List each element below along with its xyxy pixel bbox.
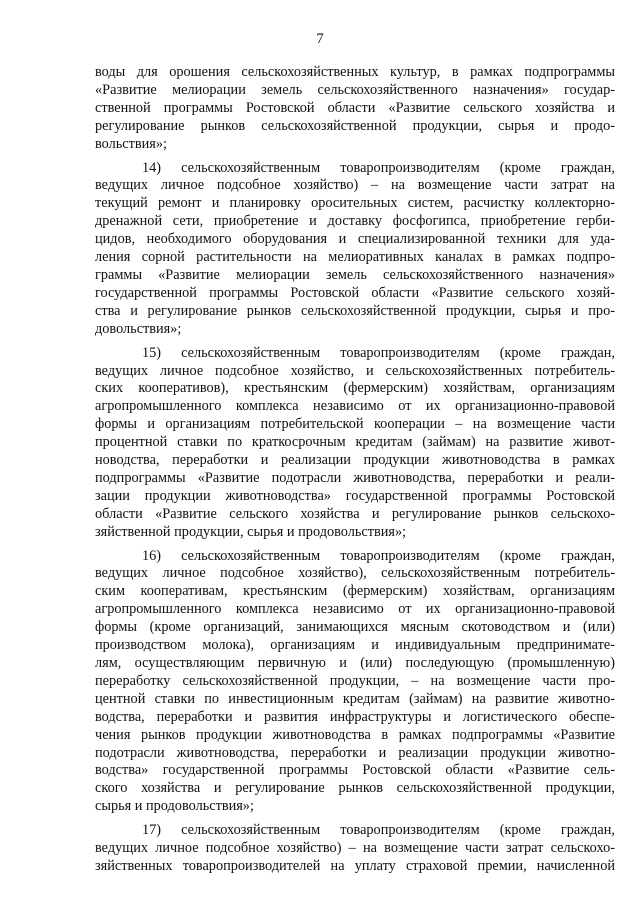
paragraph-p-17	[95, 822, 615, 876]
text-line: 14) сельскохозяйственным товаропроизводителям (кроме граждан,	[142, 159, 615, 176]
paragraph-p-16	[95, 548, 615, 817]
text-line: воды для орошения сельскохозяйственных культур, в рамках подпрограммы	[95, 64, 615, 80]
text-line: водства» государственной программы Ростовской области «Развитие сель-	[95, 762, 615, 779]
text-line: ления сорной растительности на мелиоративных каналах в рамках подпро-	[95, 249, 615, 266]
text-line: процентной ставки по краткосрочным кредитам (займам) на развитие живот-	[95, 434, 615, 451]
text-line: 15) сельскохозяйственным товаропроизводителям (кроме граждан,	[142, 344, 615, 361]
text-line: чения рынков продукции животноводства в рамках подпрограммы «Развитие	[95, 726, 615, 743]
text-line: граммы «Развитие мелиорации земель сельскохозяйственного назначения»	[95, 266, 615, 283]
text-line: регулирование рынков сельскохозяйственной продукции, сырья и продо-	[95, 117, 615, 134]
text-line: ского хозяйства и регулирование рынков сельскохозяйственной продукции,	[95, 780, 615, 797]
text-line: ских кооперативов), крестьянским (фермерским) хозяйствам, организациям	[95, 380, 615, 397]
text-line: ведущих личное подсобное хозяйство), сельскохозяйственным потребитель-	[95, 565, 615, 582]
text-line: довольствия»;	[95, 320, 182, 337]
text-line: зации продукции животноводства» государственной программы Ростовской	[95, 487, 615, 504]
text-line: 16) сельскохозяйственным товаропроизводителям (кроме граждан,	[142, 547, 615, 564]
text-line: подотрасли животноводства, переработки и реализации продукции животно-	[95, 744, 615, 761]
text-line: подпрограммы «Развитие подотрасли животноводства, переработки и реали-	[95, 469, 615, 486]
document-body	[95, 64, 615, 876]
text-line: текущий ремонт и планировку оросительных систем, расчистку коллекторно-	[95, 195, 615, 212]
text-line: ведущих личное подсобное хозяйство) – на возмещение части затрат сельскохо-	[95, 840, 615, 857]
text-line: зяйственных товаропроизводителей на уплату страховой премии, начисленной	[95, 857, 615, 874]
text-line: области «Развитие сельского хозяйства и регулирование рынков сельскохо-	[95, 505, 615, 522]
paragraph-p-14	[95, 160, 615, 339]
text-line: вольствия»;	[95, 135, 167, 152]
text-line: сырья и продовольствия»;	[95, 798, 254, 815]
text-line: дренажной сети, приобретение и доставку фосфогипса, приобретение герби-	[95, 213, 615, 230]
text-line: формы и организациям потребительской кооперации – на возмещение части	[95, 416, 615, 433]
text-line: производством молока), организациям и индивидуальным предпринимате-	[95, 637, 615, 654]
text-line: формы (кроме организаций, занимающихся мясным скотоводством и (или)	[95, 619, 615, 636]
text-line: лям, осуществляющим первичную и (или) последующую (промышленную)	[95, 655, 615, 671]
text-line: агропромышленного комплекса независимо от их организационно-правовой	[95, 601, 615, 618]
text-line: ведущих личное подсобное хозяйство, и сельскохозяйственных потребитель-	[95, 362, 615, 379]
paragraph-p-continuation	[95, 64, 615, 154]
text-line: ведущих личное подсобное хозяйство) – на возмещение части затрат на	[95, 177, 615, 194]
text-line: государственной программы Ростовской области «Развитие сельского хозяй-	[95, 284, 615, 301]
text-line: переработку сельскохозяйственной продукции, – на возмещение части про-	[95, 672, 615, 689]
paragraph-p-15	[95, 345, 615, 542]
text-line: ственной программы Ростовской области «Развитие сельского хозяйства и	[95, 99, 615, 116]
text-line: центной ставки по инвестиционным кредитам (займам) на развитие животно-	[95, 690, 615, 707]
page-number: 7	[316, 31, 324, 47]
text-line: зяйственной продукции, сырья и продовольствия»;	[95, 523, 407, 540]
text-line: ским кооперативам, крестьянским (фермерским) хозяйствам, организациям	[95, 583, 615, 600]
text-line: ства и регулирование рынков сельскохозяйственной продукции, сырья и про-	[95, 302, 615, 319]
text-line: 17) сельскохозяйственным товаропроизводителям (кроме граждан,	[142, 822, 615, 839]
text-line: цидов, необходимого оборудования и специализированной техники для уда-	[95, 231, 615, 248]
text-line: новодства, переработки и реализации продукции животноводства в рамках	[95, 452, 615, 469]
text-line: водства, переработки и развития инфраструктуры и логистического обеспе-	[95, 708, 615, 725]
text-line: агропромышленного комплекса независимо от их организационно-правовой	[95, 398, 615, 415]
text-line: «Развитие мелиорации земель сельскохозяйственного назначения» государ-	[95, 81, 615, 98]
